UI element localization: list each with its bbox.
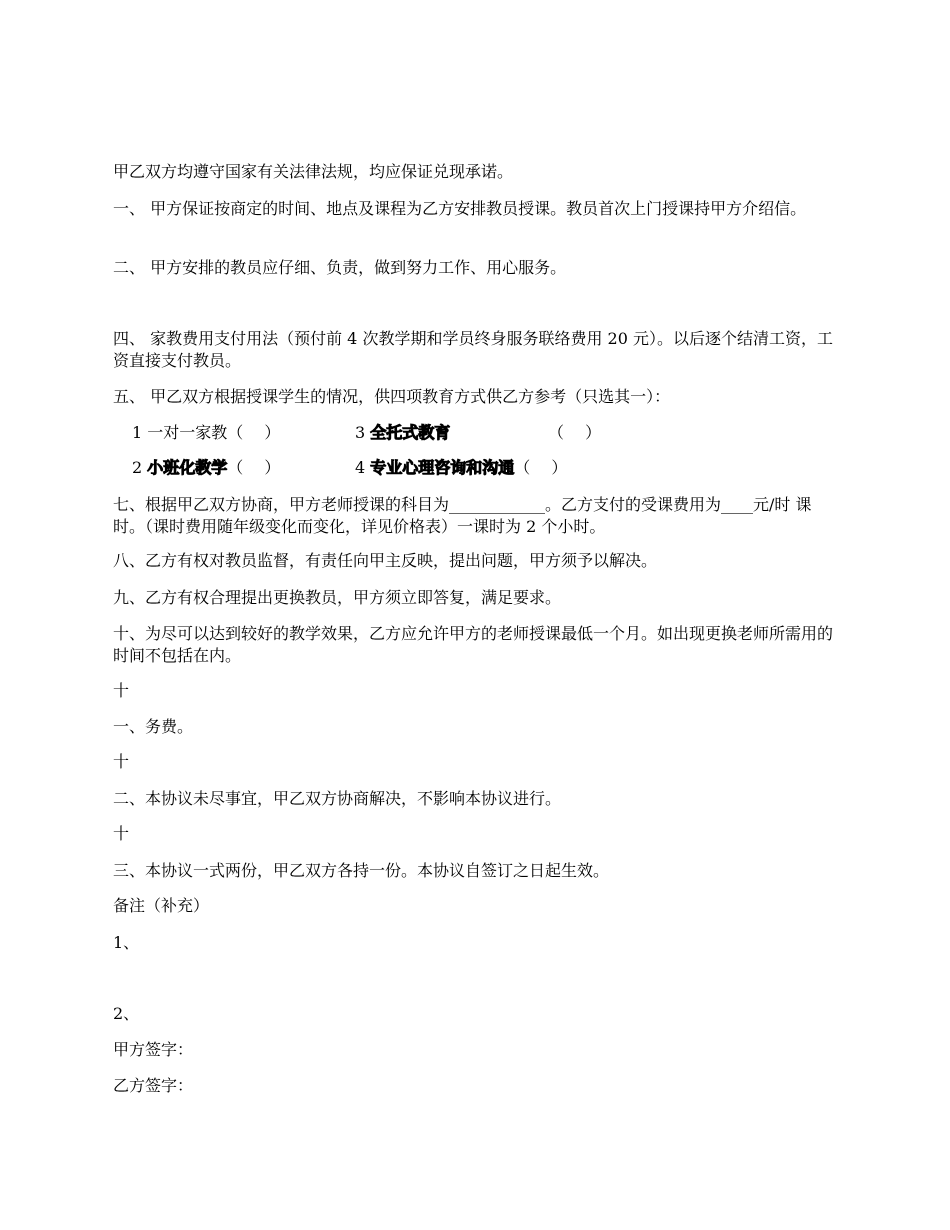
- clause-2: 二、 甲方安排的教员应仔细、负责，做到努力工作、用心服务。: [113, 258, 567, 277]
- option-2-label: 小班化教学: [147, 458, 228, 477]
- option-4-label: 专业心理咨询和沟通: [370, 458, 515, 477]
- party-a-signature: 甲方签字：: [113, 1040, 194, 1059]
- option-1: 1 一对一家教（ ）: [132, 423, 281, 442]
- clause-13-number: 十: [113, 824, 130, 843]
- paragraph-intro: 甲乙双方均遵守国家有关法律法规，均应保证兑现承诺。: [113, 162, 514, 181]
- clause-13: 三、本协议一式两份，甲乙双方各持一份。本协议自签订之日起生效。: [113, 861, 610, 880]
- clause-12: 二、本协议未尽事宜，甲乙双方协商解决，不影响本协议进行。: [113, 789, 562, 808]
- clause-12-number: 十: [113, 752, 130, 771]
- option-3: [355, 422, 450, 444]
- option-3-paren: （ ）: [548, 423, 602, 442]
- clause-11-number: 十: [113, 681, 130, 700]
- party-b-signature: 乙方签字：: [113, 1076, 194, 1095]
- option-4-paren: （ ）: [514, 458, 568, 477]
- option-4-number: 4: [355, 458, 371, 477]
- remarks-title: 备注（补充）: [113, 896, 210, 915]
- option-2: [132, 457, 280, 479]
- option-2-number: 2: [132, 458, 148, 477]
- clause-8: 八、乙方有权对教员监督，有责任向甲主反映，提出问题，甲方须予以解决。: [113, 551, 658, 570]
- remark-item-2: 2、: [113, 1004, 140, 1023]
- option-3-number: 3: [355, 423, 371, 442]
- clause-7: 七、根据甲乙双方协商，甲方老师授课的科目为____________。乙方支付的受课费用为____元/时 课 时。（课时费用随年级变化而变化，详见价格表）一课时为 2 个小时。: [113, 495, 812, 536]
- clause-1: 一、 甲方保证按商定的时间、地点及课程为乙方安排教员授课。教员首次上门授课持甲方介绍信。: [113, 199, 807, 218]
- clause-11: 一、务费。: [113, 717, 194, 736]
- option-4: [355, 457, 567, 479]
- option-2-paren: （ ）: [227, 458, 281, 477]
- clause-5: 五、 甲乙双方根据授课学生的情况，供四项教育方式供乙方参考（只选其一）：: [113, 387, 671, 406]
- option-3-label: 全托式教育: [370, 423, 451, 442]
- clause-10: 十、为尽可以达到较好的教学效果，乙方应允许甲方的老师授课最低一个月。如出现更换老师所需用的时间不包括在内。: [113, 624, 834, 665]
- clause-9: 九、乙方有权合理提出更换教员，甲方须立即答复，满足要求。: [113, 588, 562, 607]
- remark-item-1: 1、: [113, 933, 140, 952]
- clause-4: 四、 家教费用支付用法（预付前 4 次教学期和学员终身服务联络费用 20 元）。以后逐个结清工资，工资直接支付教员。: [113, 329, 833, 370]
